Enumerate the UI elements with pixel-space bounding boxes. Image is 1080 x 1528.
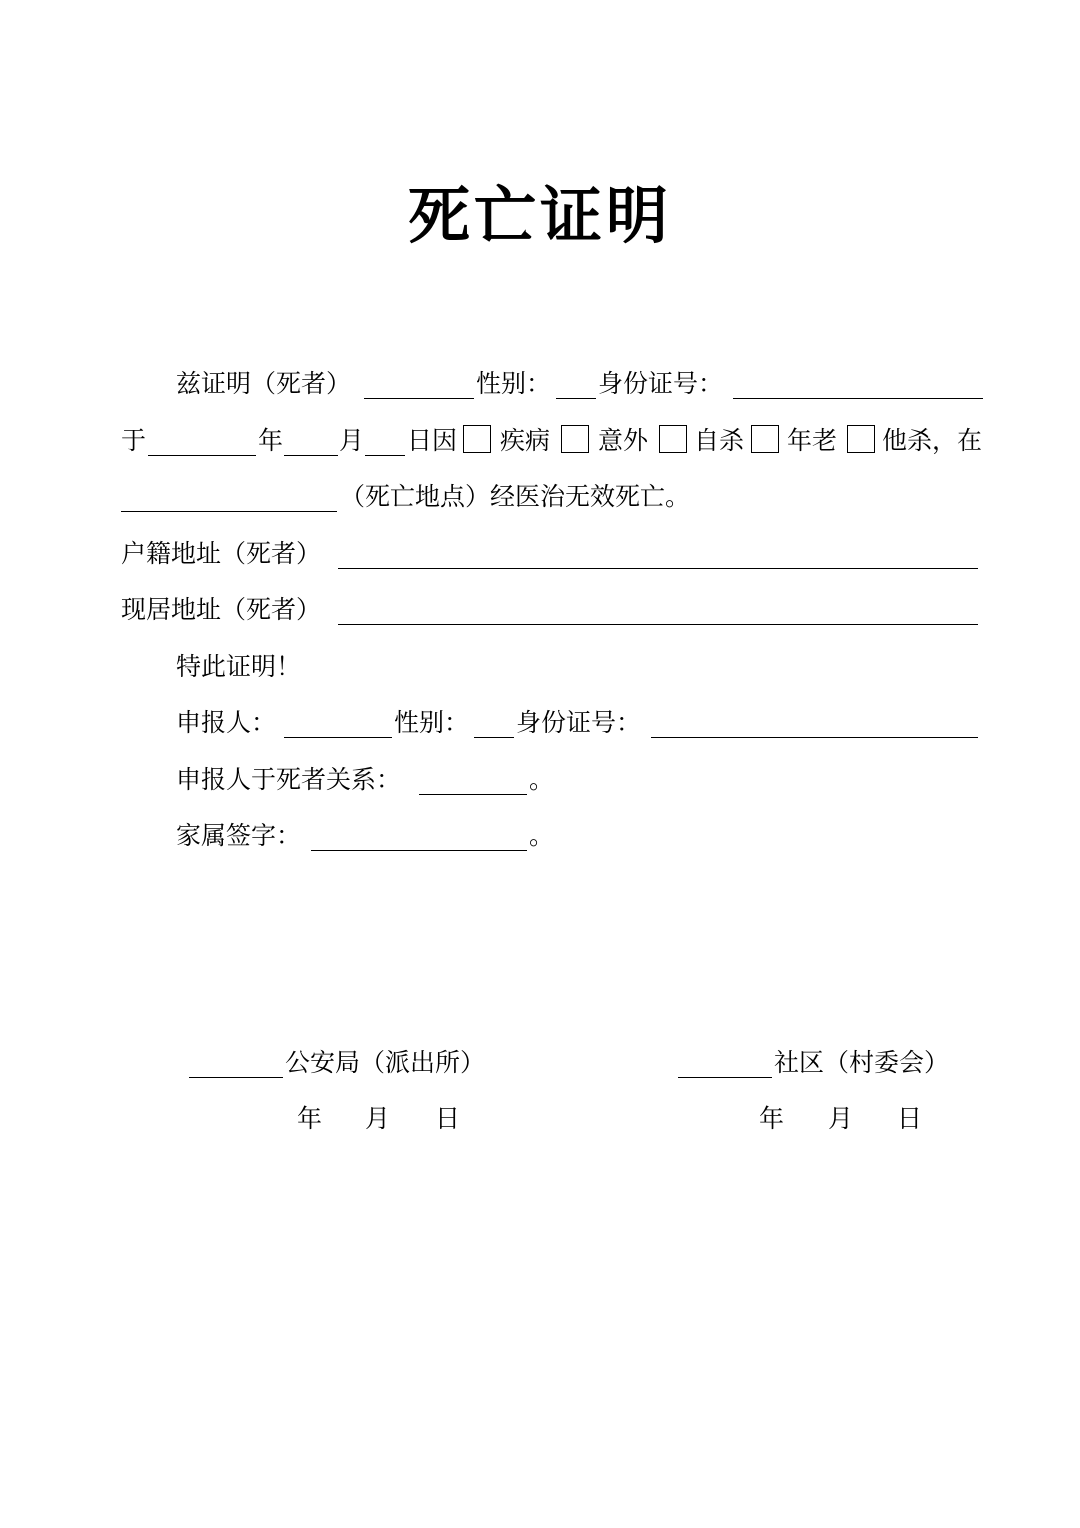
community-org-blank[interactable] (678, 1077, 772, 1078)
police-date-line (0, 1100, 540, 1138)
relationship-label: 申报人于死者关系： (176, 765, 402, 794)
relationship-end: 。 (529, 765, 555, 794)
death-place-text: （死亡地点）经医治无效死亡。 (340, 482, 691, 511)
police-day-label: 日 (435, 1104, 461, 1133)
deceased-gender-blank[interactable] (556, 398, 596, 399)
document-title: 死亡证明 (407, 179, 672, 252)
day-cause-label: 日因 (407, 426, 458, 455)
month-label: 月 (339, 426, 365, 455)
family-signature-label: 家属签字： (176, 821, 302, 850)
declarant-label: 申报人： (176, 708, 277, 737)
police-org-label: 公安局（派出所） (285, 1048, 486, 1077)
police-org-blank[interactable] (189, 1077, 283, 1078)
family-signature-blank[interactable] (311, 850, 527, 851)
declarant-name-blank[interactable] (284, 737, 392, 738)
deceased-name-blank[interactable] (364, 398, 474, 399)
community-year-label: 年 (759, 1104, 785, 1133)
death-month-blank[interactable] (284, 455, 338, 456)
cause-old-age-label: 年老 (787, 426, 838, 455)
current-address-blank[interactable] (338, 624, 978, 625)
police-org-line (0, 1044, 540, 1082)
community-day-label: 日 (897, 1104, 923, 1133)
family-signature-end: 。 (529, 821, 555, 850)
community-org-line (540, 1044, 1080, 1082)
death-date-cause-line (0, 422, 1080, 460)
police-year-label: 年 (297, 1104, 323, 1133)
certify-line (0, 648, 1080, 686)
cause-accident-label: 意外 (598, 426, 649, 455)
family-signature-line (0, 817, 1080, 855)
cause-accident-checkbox[interactable] (561, 425, 589, 453)
declarant-line (0, 704, 1080, 742)
current-address-label: 现居地址（死者） (121, 595, 322, 624)
relationship-line (0, 761, 1080, 799)
current-address-line (0, 591, 1080, 629)
deceased-id-label: 身份证号： (598, 369, 724, 398)
declarant-gender-blank[interactable] (474, 737, 514, 738)
deceased-info-line (0, 365, 1080, 403)
household-address-label: 户籍地址（死者） (121, 539, 322, 568)
death-place-blank[interactable] (121, 511, 337, 512)
community-month-label: 月 (828, 1104, 854, 1133)
certify-text: 特此证明！ (176, 652, 302, 681)
death-day-blank[interactable] (365, 455, 405, 456)
cause-suicide-label: 自杀 (694, 426, 745, 455)
household-address-line (0, 535, 1080, 573)
community-date-line (540, 1100, 1080, 1138)
relationship-blank[interactable] (419, 794, 527, 795)
household-address-blank[interactable] (338, 568, 978, 569)
cause-old-age-checkbox[interactable] (751, 425, 779, 453)
cause-homicide-label: 他杀，在 (882, 426, 983, 455)
declarant-id-blank[interactable] (651, 737, 978, 738)
date-prefix: 于 (121, 426, 147, 455)
cause-suicide-checkbox[interactable] (659, 425, 687, 453)
declarant-gender-label: 性别： (394, 708, 470, 737)
death-place-line (0, 478, 1080, 516)
declarant-id-label: 身份证号： (516, 708, 642, 737)
cause-homicide-checkbox[interactable] (847, 425, 875, 453)
deceased-gender-label: 性别： (476, 369, 552, 398)
police-month-label: 月 (365, 1104, 391, 1133)
deceased-id-blank[interactable] (733, 398, 983, 399)
community-org-label: 社区（村委会） (774, 1048, 950, 1077)
cause-disease-checkbox[interactable] (463, 425, 491, 453)
death-year-blank[interactable] (148, 455, 256, 456)
cause-disease-label: 疾病 (500, 426, 551, 455)
deceased-lead-text: 兹证明（死者） (176, 369, 352, 398)
year-label: 年 (258, 426, 284, 455)
